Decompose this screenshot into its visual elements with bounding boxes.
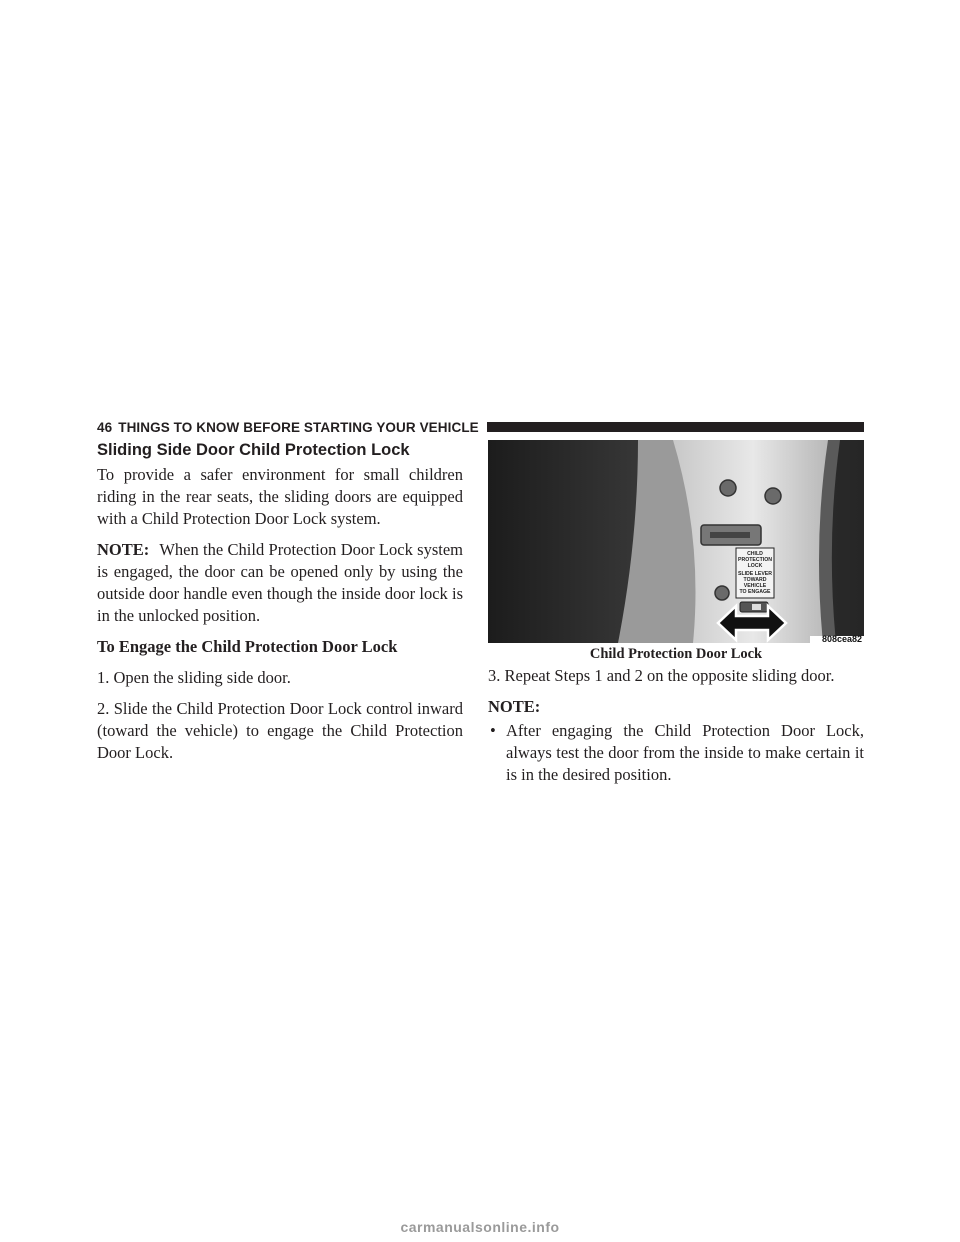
header-rule	[487, 422, 864, 432]
screw-icon	[715, 586, 729, 600]
note-label: NOTE:	[97, 540, 150, 559]
note2-label: NOTE:	[488, 697, 541, 716]
label-line-1: CHILD	[747, 551, 763, 557]
screw-icon	[765, 488, 781, 504]
lever-knob	[752, 604, 761, 610]
step-1: 1. Open the sliding side door.	[97, 668, 291, 687]
page-number: 46	[97, 419, 113, 435]
note-paragraph	[97, 539, 463, 627]
section-title: Sliding Side Door Child Protection Lock	[97, 441, 410, 459]
note-bullets	[488, 720, 864, 786]
label-line-6: VEHICLE	[743, 583, 767, 589]
list-item	[488, 720, 864, 786]
subheading: To Engage the Child Protection Door Lock	[97, 637, 398, 656]
intro-paragraph: To provide a safer environment for small children riding in the rear seats, the sliding doors are equipped with a Child Protection Door Lock system.	[97, 465, 463, 528]
image-code: 808cea82	[821, 634, 862, 643]
note-text: When the Child Protection Door Lock system is engaged, the door can be opened only by using the outside door handle even though the inside door lock is in the unlocked position.	[97, 540, 464, 625]
figure-caption: Child Protection Door Lock	[589, 646, 763, 662]
left-column	[97, 440, 463, 773]
figure	[488, 440, 864, 663]
step-2: 2. Slide the Child Protection Door Lock control inward (toward the vehicle) to engage the Child Protection Door Lock.	[97, 699, 463, 762]
running-header	[97, 418, 864, 436]
running-title: THINGS TO KNOW BEFORE STARTING YOUR VEHICLE	[118, 419, 479, 435]
latch-slot	[710, 532, 750, 538]
screw-icon	[720, 480, 736, 496]
label-line-5: TOWARD	[743, 577, 767, 583]
bullet-icon: •	[490, 721, 496, 740]
step-3: 3. Repeat Steps 1 and 2 on the opposite sliding door.	[488, 666, 835, 685]
bullet-text: After engaging the Child Protection Door Lock, always test the door from the inside to make certain it is in the desired position.	[506, 721, 864, 784]
label-line-4: SLIDE LEVER	[737, 571, 773, 577]
right-column	[488, 665, 864, 786]
label-line-2: PROTECTION	[737, 557, 773, 563]
door-lock-photo	[488, 440, 864, 643]
watermark: carmanualsonline.info	[400, 1219, 560, 1235]
label-line-3: LOCK	[747, 563, 763, 569]
label-line-7: TO ENGAGE	[739, 589, 771, 595]
